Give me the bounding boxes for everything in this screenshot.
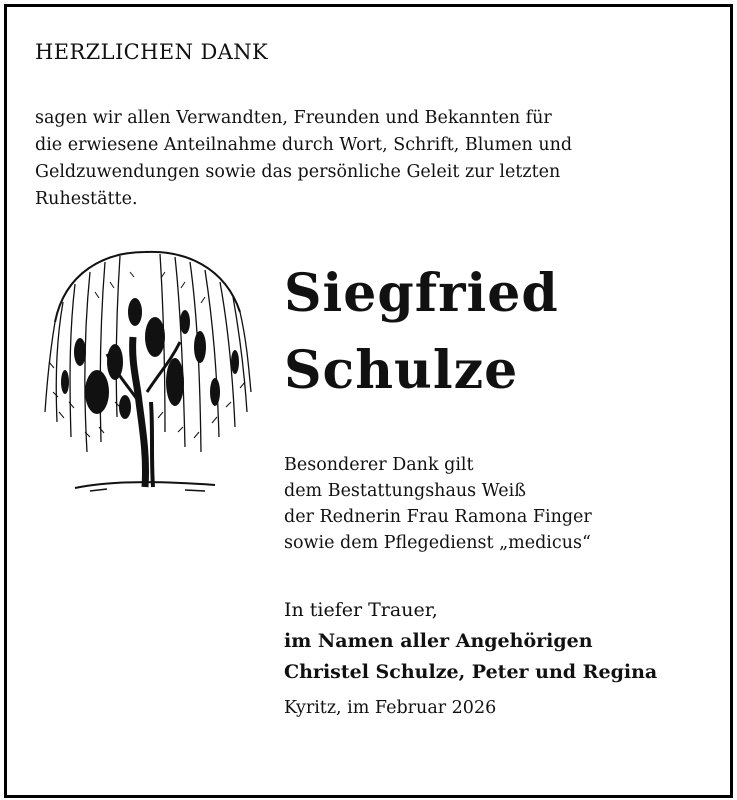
intro-line: die erwiesene Anteilnahme durch Wort, Schrift, Blumen und: [35, 135, 573, 155]
mourners-names: Christel Schulze, Peter und Regina: [284, 661, 658, 683]
intro-line: sagen wir allen Verwandten, Freunden und Bekannten für: [35, 108, 552, 128]
obituary-frame: [4, 4, 733, 798]
thanks-line: sowie dem Pflegedienst „medicus“: [284, 533, 591, 553]
deceased-first-name: Siegfried: [284, 263, 559, 324]
intro-text: [35, 105, 715, 213]
thanks-line: dem Bestattungshaus Weiß: [284, 481, 526, 501]
heading: HERZLICHEN DANK: [35, 40, 269, 64]
special-thanks: [284, 452, 592, 556]
mourning-intro: In tiefer Trauer,: [284, 599, 438, 621]
thanks-line: Besonderer Dank gilt: [284, 455, 474, 475]
intro-line: Ruhestätte.: [35, 189, 138, 209]
place-date: Kyritz, im Februar 2026: [284, 698, 497, 718]
mourning-line: im Namen aller Angehörigen: [284, 630, 593, 652]
mourning-signature: [284, 595, 657, 688]
deceased-last-name: Schulze: [284, 340, 519, 401]
thanks-line: der Rednerin Frau Ramona Finger: [284, 507, 592, 527]
weeping-willow-icon: [35, 242, 260, 497]
intro-line: Geldzuwendungen sowie das persönliche Geleit zur letzten: [35, 162, 561, 182]
